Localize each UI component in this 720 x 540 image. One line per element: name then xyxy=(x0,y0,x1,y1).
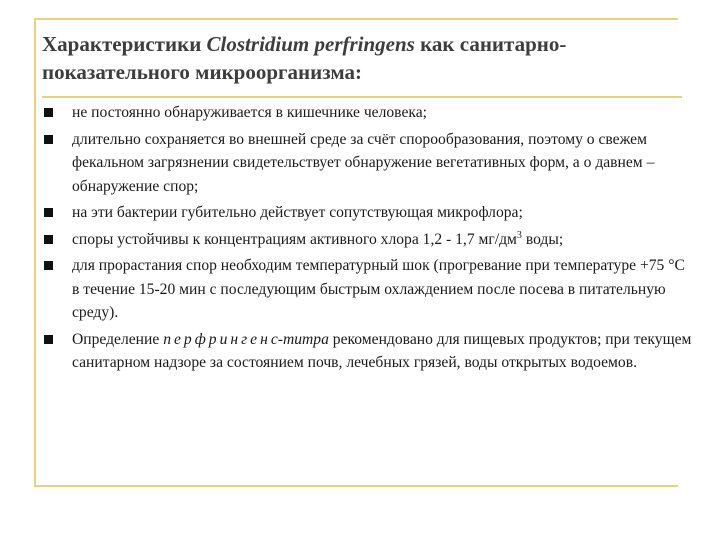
list-item-text: Определение xyxy=(72,330,164,348)
square-bullet-icon xyxy=(44,135,53,144)
list-item-text: споры устойчивы к концентрациям активного хлора 1,2 - 1,7 мг/дм xyxy=(72,230,517,248)
list-item xyxy=(42,101,692,125)
list-item xyxy=(42,128,692,199)
list-item xyxy=(42,201,692,225)
bullet-list xyxy=(42,101,692,378)
slide-title xyxy=(42,30,682,86)
list-item xyxy=(42,254,692,325)
list-item-text-end: воды; xyxy=(521,230,564,248)
title-divider xyxy=(42,96,682,98)
list-item-text-end: рекомендовано для пищевых продуктов; при текущем санитарном надзоре за состоянием почв, лечебных грязей, воды открытых водоемов. xyxy=(72,330,692,371)
superscript: 3 xyxy=(516,229,522,241)
square-bullet-icon xyxy=(44,208,53,217)
title-organism: Clostridium perfringens xyxy=(206,32,415,56)
square-bullet-icon xyxy=(44,108,53,117)
list-item-text: длительно сохраняется во внешней среде за счёт спорообразования, поэтому о свежем фекальном загрязнении свидетельствует обнаружение вегетативных форм, а о давнем – обнаружение спор; xyxy=(72,130,655,195)
title-suffix: как санитарно-показательного микроорганизма: xyxy=(42,32,567,84)
square-bullet-icon xyxy=(44,235,53,244)
italic-term: с-титра xyxy=(270,330,329,348)
title-prefix: Характеристики xyxy=(42,32,207,56)
spaced-term: перфринген xyxy=(163,330,271,348)
list-item-text: не постоянно обнаруживается в кишечнике человека; xyxy=(72,104,427,121)
square-bullet-icon xyxy=(44,261,53,270)
list-item xyxy=(42,228,692,252)
list-item-text: на эти бактерии губительно действует сопутствующая микрофлора; xyxy=(72,204,523,221)
list-item xyxy=(42,328,692,375)
square-bullet-icon xyxy=(44,335,53,344)
list-item-text: для прорастания спор необходим температурный шок (прогревание при температуре +75 °С в течение 15-20 мин с последующим быстрым охлаждением после посева в питательную среду). xyxy=(72,257,685,321)
